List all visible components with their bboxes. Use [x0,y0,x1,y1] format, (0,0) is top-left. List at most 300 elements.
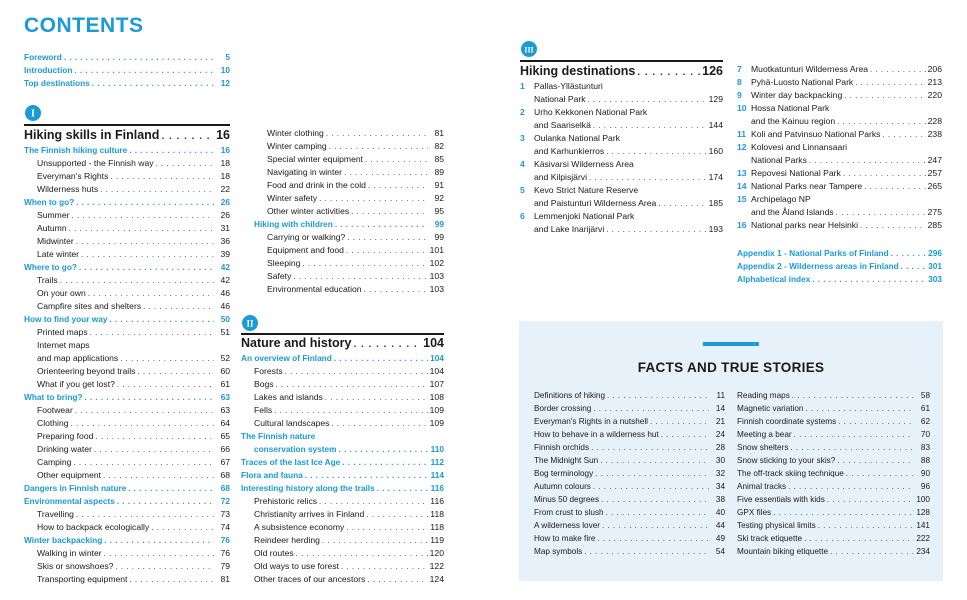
dot-leader [276,378,428,391]
entry-page: 61 [920,404,930,413]
entry-page: 12 [220,78,230,88]
toc-entry [24,183,230,196]
entry-title: Everyman's Rights in a nutshell [534,417,648,426]
toc-entry [737,467,930,480]
entry-title: Sleeping [267,258,301,268]
entry-title: Definitions of hiking [534,391,605,400]
toc-entry [24,547,230,560]
dot-leader [344,166,428,179]
dot-leader [588,93,707,106]
toc-entry [24,287,230,300]
toc-column-1 [24,127,230,586]
toc-entry [24,573,230,586]
dot-leader [606,145,706,158]
toc-entry [254,153,444,166]
dot-leader [805,402,914,415]
toc-entry [520,119,723,132]
entry-page: 107 [429,379,444,389]
toc-entry [241,508,444,521]
entry-title: GPX files [737,508,772,517]
entry-title: Wilderness huts [37,184,99,194]
entry-page: 49 [715,534,725,543]
dot-leader [302,257,427,270]
entry-page: 66 [220,444,230,454]
entry-title: Top destinations [24,78,90,88]
toc-entry [534,402,725,415]
entry-title: conservation system [254,444,337,454]
entry-title: Foreword [24,52,62,62]
dot-leader [365,153,428,166]
entry-title: Safety [267,271,292,281]
entry-title: A subsistence economy [254,522,345,532]
toc-entry [520,80,723,93]
entry-title: Prehistoric relics [254,496,318,506]
entry-title: Käsivarsi Wilderness Area [534,159,634,169]
entry-title: Kevo Strict Nature Reserve [534,185,639,195]
toc-entry [254,166,444,179]
toc-entry [24,248,230,261]
entry-page: 228 [927,116,942,126]
toc-entry [254,270,444,283]
entry-title: Pallas-Yllästunturi [534,81,603,91]
entry-title: Walking in winter [37,548,102,558]
toc-column-3 [520,63,723,236]
toc-entry [534,532,725,545]
entry-page: 119 [430,535,444,545]
toc-entry [520,145,723,158]
toc-entry [737,89,942,102]
dot-leader [85,391,214,404]
toc-entry [24,365,230,378]
toc-entry [241,391,444,404]
toc-entry [737,454,930,467]
toc-entry [737,180,942,193]
dot-leader [76,508,214,521]
toc-entry [24,326,230,339]
dot-leader [71,209,214,222]
entry-title: Dangers in Finnish nature [24,483,127,493]
entry-title: Autumn [37,223,67,233]
entry-page: 265 [927,181,942,191]
entry-page: 257 [927,168,942,178]
dot-leader [589,171,707,184]
dot-leader [606,506,709,519]
dot-leader [137,365,214,378]
entry-title: Bogs [254,379,274,389]
toc-entry [737,63,942,76]
toc-entry [737,480,930,493]
toc-entry [24,170,230,183]
entry-page: 108 [429,392,444,402]
toc-entry [24,456,230,469]
dot-leader [109,313,214,326]
dot-leader [901,260,926,273]
entry-title: From crust to slush [534,508,604,517]
entry-title: Introduction [24,65,73,75]
entry-title: and Lake Inarijärvi [534,224,605,234]
entry-number: 15 [737,194,747,204]
entry-title: Mountain biking etiquette [737,547,829,556]
entry-page: 126 [702,64,723,78]
toc-entry [737,273,942,286]
dot-leader [607,389,709,402]
entry-page: 174 [708,172,723,182]
entry-page: 193 [708,224,723,234]
entry-title: Ski track etiquette [737,534,803,543]
dot-leader [94,443,214,456]
entry-title: Footwear [37,405,73,415]
entry-title: Campfire sites and shelters [37,301,142,311]
toc-entry [737,154,942,167]
entry-title: Oulanka National Park [534,133,620,143]
dot-leader [809,154,926,167]
entry-title: Flora and fauna [241,470,303,480]
entry-page: 160 [708,146,723,156]
toc-entry [520,158,723,171]
dot-leader [129,144,214,157]
entry-title: Fells [254,405,273,415]
toc-entry [24,352,230,365]
dot-leader [329,140,428,153]
entry-page: 89 [434,167,444,177]
toc-entry [737,428,930,441]
toc-entry [241,573,444,586]
entry-page: 58 [920,391,930,400]
entry-page: 46 [220,301,230,311]
entry-title: Travelling [37,509,74,519]
toc-entry [737,167,942,180]
entry-title: Bog terminology [534,469,594,478]
toc-entry [241,560,444,573]
entry-page: 16 [220,145,230,155]
dot-leader [804,532,914,545]
entry-page: 79 [220,561,230,571]
dot-leader [305,469,428,482]
toc-entry [24,209,230,222]
entry-title: On your own [37,288,86,298]
entry-title: Hiking destinations [520,64,636,78]
dot-leader [331,417,427,430]
toc-entry [241,365,444,378]
toc-entry [737,545,930,558]
toc-entry [737,128,942,141]
entry-title: Alphabetical index [737,274,811,284]
toc-entry [737,506,930,519]
toc-entry [737,260,942,273]
entry-title: Winter clothing [267,128,324,138]
dot-leader [870,63,926,76]
dot-leader [593,119,707,132]
facts-title: FACTS AND TRUE STORIES [637,360,825,375]
entry-page: 141 [916,521,930,530]
toc-entry [737,402,930,415]
dot-leader [117,378,214,391]
toc-entry [520,63,723,80]
entry-page: 72 [220,496,230,506]
entry-title: Midwinter [37,236,74,246]
entry-title: Magnetic variation [737,404,804,413]
toc-entry [24,261,230,274]
entry-title: Five essentials with kids [737,495,825,504]
entry-page: 18 [220,158,230,168]
toc-entry [241,456,444,469]
entry-page: 34 [715,482,725,491]
entry-page: 114 [430,470,444,480]
dot-leader [601,493,709,506]
toc-entry [24,521,230,534]
dot-leader [79,261,214,274]
entry-page: 110 [430,444,444,454]
toc-entry [520,132,723,145]
toc-entry [520,171,723,184]
toc-entry [241,352,444,365]
entry-number: 9 [737,90,742,100]
toc-entry [24,77,230,90]
entry-title: Other equipment [37,470,102,480]
toc-entry [737,141,942,154]
entry-number: 16 [737,220,747,230]
entry-title: What if you get lost? [37,379,115,389]
entry-title: Where to go? [24,262,78,272]
dot-leader [88,287,214,300]
dot-leader [600,454,709,467]
entry-title: How to find your way [24,314,108,324]
entry-page: 14 [715,404,725,413]
entry-page: 65 [220,431,230,441]
dot-leader [71,417,214,430]
toc-entry [737,532,930,545]
entry-title: National Parks near Tampere [751,181,863,191]
toc-entry [24,430,230,443]
entry-title: Internet maps [37,340,90,350]
entry-title: Winter safety [267,193,318,203]
entry-title: Appendix 1 - National Parks of Finland [737,248,889,258]
dot-leader [100,183,214,196]
entry-title: and Paistunturi Wilderness Area [534,198,657,208]
dot-leader [95,430,214,443]
entry-title: Other winter activities [267,206,350,216]
facts-accent-bar [703,342,759,346]
entry-title: Repovesi National Park [751,168,841,178]
entry-page: 144 [708,120,723,130]
entry-page: 46 [220,288,230,298]
toc-entry [241,469,444,482]
entry-page: 104 [423,336,444,350]
entry-page: 73 [220,509,230,519]
toc-entry [24,196,230,209]
entry-title: What to bring? [24,392,83,402]
entry-title: The off-track skiing technique [737,469,844,478]
entry-page: 82 [434,141,444,151]
entry-page: 26 [220,210,230,220]
entry-title: Orienteering beyond trails [37,366,136,376]
entry-title: Archipelago NP [751,194,811,204]
dot-leader [353,335,421,353]
toc-entry [241,521,444,534]
entry-title: National Park [534,94,586,104]
entry-page: 26 [220,197,230,207]
toc-entry [241,482,444,495]
entry-page: 30 [715,456,725,465]
entry-page: 120 [429,548,444,558]
toc-entry [24,127,230,144]
toc-entry [24,300,230,313]
dot-leader [110,170,214,183]
entry-title: Lemmenjoki National Park [534,211,635,221]
dot-leader [830,545,914,558]
entry-title: Appendix 2 - Wilderness areas in Finland [737,261,899,271]
entry-page: 96 [920,482,930,491]
toc-entry [24,391,230,404]
entry-title: and Karhunkierros [534,146,605,156]
entry-number: 5 [520,185,525,195]
entry-title: Camping [37,457,72,467]
entry-title: Lakes and islands [254,392,323,402]
entry-title: Reading maps [737,391,790,400]
dot-leader [855,76,925,89]
entry-page: 51 [220,327,230,337]
toc-entry [254,231,444,244]
dot-leader [346,521,428,534]
dot-leader [891,247,926,260]
toc-entry [241,495,444,508]
entry-page: 11 [716,391,725,400]
entry-page: 74 [220,522,230,532]
entry-title: National Parks [751,155,807,165]
entry-page: 28 [715,443,725,452]
toc-entry [24,469,230,482]
toc-entry [534,480,725,493]
entry-number: 3 [520,133,525,143]
entry-page: 296 [928,248,942,258]
entry-page: 301 [928,261,942,271]
entry-page: 118 [430,522,444,532]
entry-page: 103 [429,284,444,294]
toc-entry [254,205,444,218]
toc-entry [24,51,230,64]
toc-entry [737,247,942,260]
entry-page: 285 [927,220,942,230]
dot-leader [156,157,214,170]
entry-page: 100 [916,495,930,504]
entry-page: 247 [927,155,942,165]
dot-leader [844,89,925,102]
part-badge-3 [521,41,537,57]
entry-title: Testing physical limits [737,521,816,530]
dot-leader [836,206,926,219]
entry-page: 36 [220,236,230,246]
entry-title: A wilderness lover [534,521,600,530]
toc-entry [254,127,444,140]
dot-leader [334,352,428,365]
toc-entry [24,404,230,417]
toc-entry [520,223,723,236]
entry-title: Kolovesi and Linnansaari [751,142,848,152]
dot-leader [274,404,428,417]
toc-entry [24,222,230,235]
entry-page: 81 [434,128,444,138]
toc-column-2-top [254,127,444,296]
entry-title: Winter day backpacking [751,90,843,100]
toc-entry [24,64,230,77]
dot-leader [104,534,214,547]
dot-leader [81,248,214,261]
dot-leader [650,415,709,428]
toc-column-4 [737,63,942,232]
entry-title: Finnish coordinate systems [737,417,837,426]
entry-page: 10 [220,65,230,75]
toc-entry [520,210,723,223]
entry-page: 116 [430,496,444,506]
entry-page: 234 [916,547,930,556]
toc-entry [241,404,444,417]
dot-leader [128,482,214,495]
entry-page: 64 [220,418,230,428]
entry-title: Border crossing [534,404,592,413]
dot-leader [827,493,914,506]
dot-leader [864,180,926,193]
entry-page: 206 [927,64,942,74]
dot-leader [366,508,428,521]
toc-entry [254,257,444,270]
dot-leader [73,456,214,469]
dot-leader [818,519,914,532]
dot-leader [60,274,214,287]
entry-page: 185 [708,198,723,208]
entry-title: and map applications [37,353,119,363]
toc-entry [241,335,444,352]
entry-page: 118 [430,509,444,519]
entry-page: 85 [434,154,444,164]
entry-title: Hossa National Park [751,103,830,113]
entry-page: 38 [715,495,725,504]
dot-leader [319,192,428,205]
toc-entry [534,428,725,441]
entry-title: Snow shelters [737,443,789,452]
entry-title: Autumn colours [534,482,591,491]
entry-page: 31 [220,223,230,233]
toc-entry [534,493,725,506]
entry-page: 238 [927,129,942,139]
toc-entry [254,192,444,205]
toc-entry [24,482,230,495]
toc-entry [737,115,942,128]
entry-title: Environmental aspects [24,496,115,506]
dot-leader [342,456,428,469]
entry-page: 112 [430,457,444,467]
toc-entry [737,76,942,89]
dot-leader [860,219,926,232]
toc-entry [241,534,444,547]
entry-title: and the Kainuu region [751,116,836,126]
entry-page: 16 [216,128,230,142]
entry-page: 40 [715,508,725,517]
dot-leader [76,196,214,209]
toc-entry [241,430,444,443]
toc-entry [737,519,930,532]
part-badge-2 [242,315,258,331]
entry-title: Preparing food [37,431,94,441]
toc-entry [24,157,230,170]
entry-title: Pyhä-Luosto National Park [751,77,854,87]
toc-entry [534,454,725,467]
entry-title: Summer [37,210,70,220]
dot-leader [812,273,926,286]
entry-title: Skis or snowshoes? [37,561,114,571]
entry-page: 22 [220,184,230,194]
front-matter-list [24,51,230,90]
entry-title: Equipment and food [267,245,344,255]
